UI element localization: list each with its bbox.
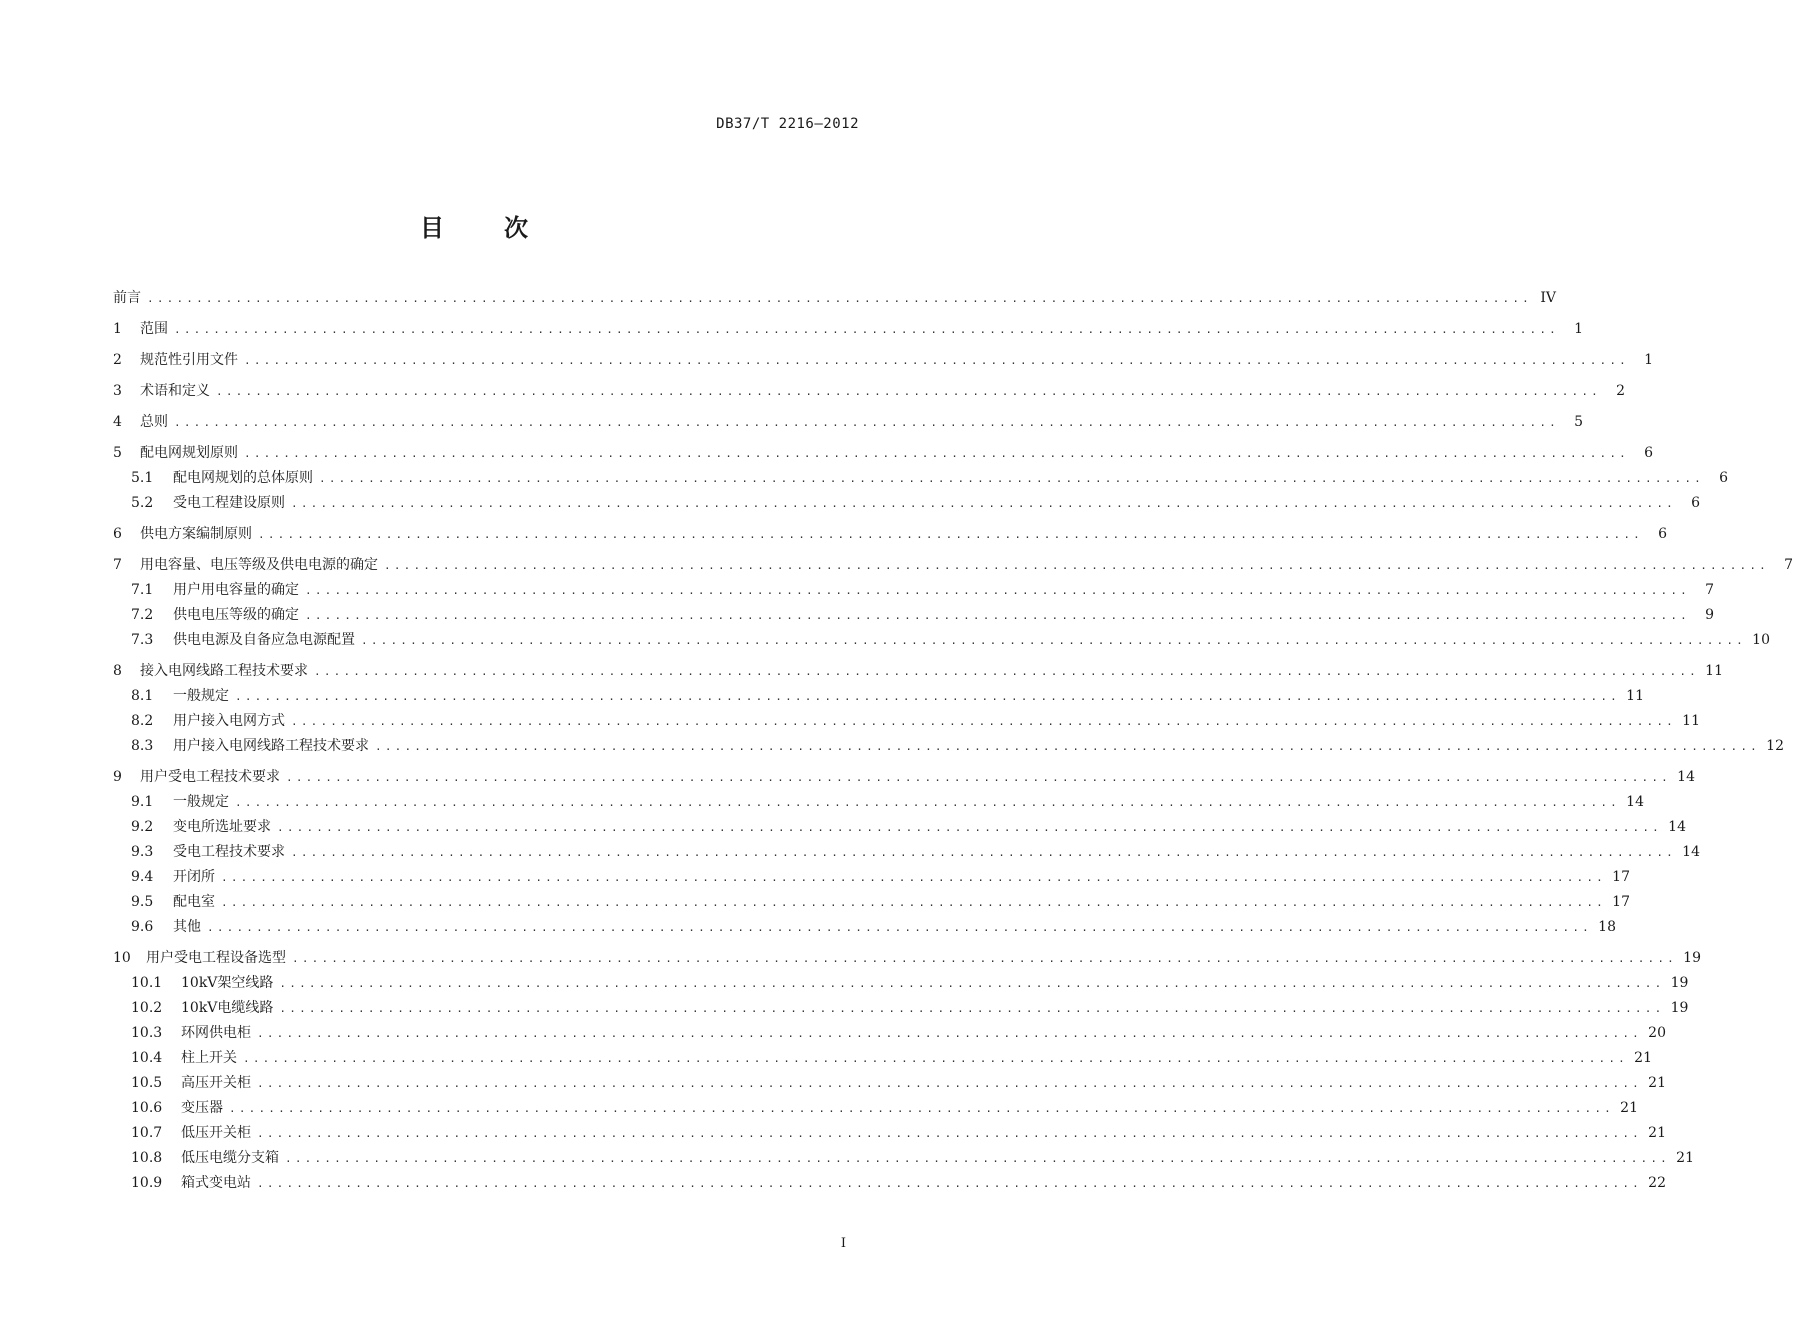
toc-dot-leader: ............................................................................................................................................. [279, 1002, 1665, 1015]
toc-entry-page: 11 [1682, 713, 1700, 729]
toc-entry[interactable] [113, 1071, 1666, 1096]
toc-entry-label: 10kV电缆线路 [181, 1000, 274, 1016]
toc-entry[interactable] [113, 815, 1686, 840]
toc-entry-number: 10.5 [131, 1075, 163, 1091]
toc-entry[interactable] [113, 659, 1723, 684]
toc-entry-label: 高压开关柜 [181, 1075, 251, 1091]
document-code: DB37/T 2216—2012 [716, 116, 859, 132]
toc-dot-leader: ............................................................................................................................................. [361, 634, 1746, 647]
toc-entry-page: 12 [1766, 738, 1784, 754]
toc-entry-label: 用户受电工程技术要求 [140, 769, 280, 785]
toc-entry-number: 8.1 [131, 688, 154, 704]
toc-entry-page: 14 [1668, 819, 1686, 835]
toc-entry-page: 14 [1682, 844, 1700, 860]
toc-entry-page: 22 [1648, 1175, 1666, 1191]
toc-entry-number: 7.1 [131, 582, 154, 598]
toc-entry-number: 4 [113, 414, 122, 430]
toc-entry-label: 术语和定义 [140, 383, 210, 399]
toc-entry-number: 10.3 [131, 1025, 163, 1041]
toc-entry[interactable] [113, 1096, 1638, 1121]
toc-entry-number: 3 [113, 383, 122, 399]
toc-entry-number: 5 [113, 445, 122, 461]
toc-title-char-2: 次 [504, 214, 530, 242]
toc-entry-page: 6 [1658, 526, 1667, 542]
toc-entry-page: 7 [1784, 557, 1793, 573]
page-number: I [840, 1236, 846, 1251]
toc-entry-page: 6 [1691, 495, 1700, 511]
toc-dot-leader: ............................................................................................................................................. [279, 977, 1665, 990]
toc-dot-leader: ............................................................................................................................................. [257, 1127, 1642, 1140]
toc-dot-leader: ............................................................................................................................................. [244, 447, 1629, 460]
toc-entry-number: 9.1 [131, 794, 154, 810]
toc-entry-page: 7 [1705, 582, 1714, 598]
toc-entry-label: 配电网规划原则 [140, 445, 238, 461]
toc-entry-page: 21 [1676, 1150, 1694, 1166]
toc-entry-number: 7.2 [131, 607, 154, 623]
toc-entry-number: 9.5 [131, 894, 154, 910]
toc-entry-label: 配电室 [173, 894, 215, 910]
toc-dot-leader: ............................................................................................................................................. [292, 952, 1677, 965]
toc-entry[interactable] [113, 286, 1556, 311]
toc-entry-number: 7 [113, 557, 122, 573]
toc-dot-leader: ............................................................................................................................................. [257, 1177, 1642, 1190]
toc-entry[interactable] [113, 1171, 1666, 1196]
toc-entry-page: 9 [1705, 607, 1714, 623]
toc-entry[interactable] [113, 1121, 1666, 1146]
toc-entry-number: 10.9 [131, 1175, 163, 1191]
toc-entry[interactable] [113, 709, 1700, 734]
toc-entry-number: 10.7 [131, 1125, 163, 1141]
toc-entry-number: 7.3 [131, 632, 154, 648]
toc-dot-leader: ............................................................................................................................................. [221, 896, 1606, 909]
toc-entry-page: 20 [1648, 1025, 1666, 1041]
toc-dot-leader: ............................................................................................................................................. [375, 740, 1760, 753]
toc-dot-leader: ............................................................................................................................................. [291, 846, 1676, 859]
toc-entry[interactable] [113, 466, 1728, 491]
toc-entry-label: 用电容量、电压等级及供电电源的确定 [140, 557, 378, 573]
toc-entry-label: 规范性引用文件 [140, 352, 238, 368]
toc-entry-number: 1 [113, 321, 122, 337]
toc-dot-leader: ............................................................................................................................................. [257, 1077, 1642, 1090]
toc-entry-number: 10.2 [131, 1000, 163, 1016]
toc-entry[interactable] [113, 765, 1695, 790]
toc-entry-number: 10.6 [131, 1100, 163, 1116]
toc-entry-label: 受电工程技术要求 [173, 844, 285, 860]
toc-entry-page: 21 [1634, 1050, 1652, 1066]
toc-dot-leader: ............................................................................................................................................. [174, 416, 1559, 429]
toc-title [0, 208, 950, 243]
toc-dot-leader: ............................................................................................................................................. [243, 1052, 1628, 1065]
toc-dot-leader: ............................................................................................................................................. [216, 385, 1601, 398]
toc-dot-leader: ............................................................................................................................................. [291, 715, 1676, 728]
toc-entry-page: 1 [1644, 352, 1653, 368]
toc-entry-number: 2 [113, 352, 122, 368]
toc-entry-number: 9.4 [131, 869, 154, 885]
toc-entry-label: 变压器 [181, 1100, 223, 1116]
toc-dot-leader: ............................................................................................................................................. [174, 323, 1559, 336]
toc-entry-page: 17 [1612, 869, 1630, 885]
toc-dot-leader: ............................................................................................................................................. [314, 665, 1699, 678]
toc-dot-leader: ............................................................................................................................................. [221, 871, 1606, 884]
toc-entry-page: 14 [1677, 769, 1695, 785]
toc-entry-page: IV [1540, 290, 1556, 306]
toc-entry-label: 受电工程建设原则 [173, 495, 285, 511]
toc-entry-label: 柱上开关 [181, 1050, 237, 1066]
toc-entry-page: 19 [1670, 1000, 1689, 1016]
toc-entry[interactable] [113, 790, 1644, 815]
toc-entry-number: 6 [113, 526, 122, 542]
toc-entry[interactable] [113, 603, 1714, 628]
toc-entry-page: 18 [1598, 919, 1616, 935]
toc-entry-number: 10.8 [131, 1150, 163, 1166]
toc-entry[interactable] [113, 915, 1616, 940]
toc-entry-label: 总则 [140, 414, 168, 430]
toc-entry-number: 8.3 [131, 738, 154, 754]
toc-entry[interactable] [113, 840, 1700, 865]
toc-dot-leader: ............................................................................................................................................. [319, 472, 1704, 485]
toc-entry-label: 低压开关柜 [181, 1125, 251, 1141]
toc-dot-leader: ............................................................................................................................................. [286, 771, 1671, 784]
toc-entry-label: 用户接入电网线路工程技术要求 [173, 738, 369, 754]
toc-entry-number: 9 [113, 769, 122, 785]
toc-entry-number: 5.2 [131, 495, 154, 511]
toc-entry-page: 5 [1574, 414, 1583, 430]
toc-dot-leader: ............................................................................................................................................. [305, 584, 1690, 597]
table-of-contents [113, 286, 1793, 1196]
toc-dot-leader: ............................................................................................................................................. [291, 497, 1676, 510]
toc-entry[interactable] [113, 491, 1700, 516]
toc-entry-page: 19 [1670, 975, 1689, 991]
toc-dot-leader: ............................................................................................................................................. [384, 559, 1769, 572]
toc-entry[interactable] [113, 684, 1644, 709]
toc-dot-leader: ............................................................................................................................................. [207, 921, 1592, 934]
toc-entry[interactable] [113, 522, 1667, 547]
toc-title-char-1: 目 [420, 214, 446, 242]
toc-entry-number: 10.4 [131, 1050, 163, 1066]
toc-entry[interactable] [113, 1021, 1666, 1046]
toc-entry-page: 14 [1626, 794, 1644, 810]
toc-dot-leader: ............................................................................................................................................. [257, 1027, 1642, 1040]
toc-entry-page: 11 [1626, 688, 1644, 704]
toc-entry-number: 8 [113, 663, 122, 679]
toc-entry-label: 一般规定 [173, 794, 229, 810]
toc-entry-label: 开闭所 [173, 869, 215, 885]
toc-dot-leader: ............................................................................................................................................. [244, 354, 1629, 367]
toc-entry-page: 10 [1752, 632, 1770, 648]
toc-dot-leader: ............................................................................................................................................. [229, 1102, 1614, 1115]
toc-entry-label: 环网供电柜 [181, 1025, 251, 1041]
toc-entry-page: 1 [1574, 321, 1583, 337]
toc-entry[interactable] [113, 996, 1689, 1021]
toc-entry[interactable] [113, 865, 1630, 890]
toc-entry-page: 17 [1612, 894, 1630, 910]
toc-entry-label: 10kV架空线路 [181, 975, 274, 991]
toc-entry[interactable] [113, 553, 1793, 578]
toc-entry-page: 21 [1648, 1125, 1666, 1141]
toc-dot-leader: ............................................................................................................................................. [147, 292, 1532, 305]
toc-entry-number: 5.1 [131, 470, 154, 486]
toc-entry-page: 6 [1644, 445, 1653, 461]
toc-dot-leader: ............................................................................................................................................. [305, 609, 1690, 622]
toc-dot-leader: ............................................................................................................................................. [285, 1152, 1670, 1165]
toc-entry-page: 11 [1705, 663, 1723, 679]
toc-entry-number: 9.3 [131, 844, 154, 860]
toc-entry[interactable] [113, 410, 1583, 435]
toc-entry-label: 范围 [140, 321, 168, 337]
toc-entry-label: 其他 [173, 919, 201, 935]
toc-entry-label: 一般规定 [173, 688, 229, 704]
toc-entry-number: 10.1 [131, 975, 163, 991]
toc-entry[interactable] [113, 628, 1770, 653]
toc-entry-label: 供电电源及自备应急电源配置 [173, 632, 355, 648]
toc-entry[interactable] [113, 971, 1689, 996]
toc-entry[interactable] [113, 890, 1630, 915]
toc-entry[interactable] [113, 379, 1625, 404]
toc-entry[interactable] [113, 734, 1784, 759]
toc-entry-number: 10 [113, 950, 131, 966]
toc-entry-label: 用户受电工程设备选型 [146, 950, 286, 966]
toc-entry-label: 配电网规划的总体原则 [173, 470, 313, 486]
toc-entry[interactable] [113, 946, 1701, 971]
toc-entry-label: 接入电网线路工程技术要求 [140, 663, 308, 679]
toc-entry-label: 供电方案编制原则 [140, 526, 252, 542]
toc-entry-page: 19 [1683, 950, 1701, 966]
toc-entry-number: 8.2 [131, 713, 154, 729]
toc-entry-label: 箱式变电站 [181, 1175, 251, 1191]
toc-dot-leader: ............................................................................................................................................. [277, 821, 1662, 834]
toc-entry-page: 6 [1719, 470, 1728, 486]
toc-entry-page: 21 [1648, 1075, 1666, 1091]
toc-dot-leader: ............................................................................................................................................. [235, 690, 1620, 703]
toc-entry-label: 供电电压等级的确定 [173, 607, 299, 623]
toc-entry-page: 21 [1620, 1100, 1638, 1116]
toc-entry[interactable] [113, 1146, 1694, 1171]
toc-entry-label: 用户接入电网方式 [173, 713, 285, 729]
toc-entry[interactable] [113, 317, 1583, 342]
toc-entry-label: 低压电缆分支箱 [181, 1150, 279, 1166]
toc-entry[interactable] [113, 348, 1653, 373]
toc-entry-label: 变电所选址要求 [173, 819, 271, 835]
toc-dot-leader: ............................................................................................................................................. [235, 796, 1620, 809]
toc-entry[interactable] [113, 578, 1714, 603]
toc-entry-page: 2 [1616, 383, 1625, 399]
toc-dot-leader: ............................................................................................................................................. [258, 528, 1643, 541]
toc-entry[interactable] [113, 441, 1653, 466]
toc-entry-number: 9.2 [131, 819, 154, 835]
toc-entry-label: 前言 [113, 290, 141, 306]
toc-entry-number: 9.6 [131, 919, 154, 935]
toc-entry[interactable] [113, 1046, 1652, 1071]
toc-entry-label: 用户用电容量的确定 [173, 582, 299, 598]
